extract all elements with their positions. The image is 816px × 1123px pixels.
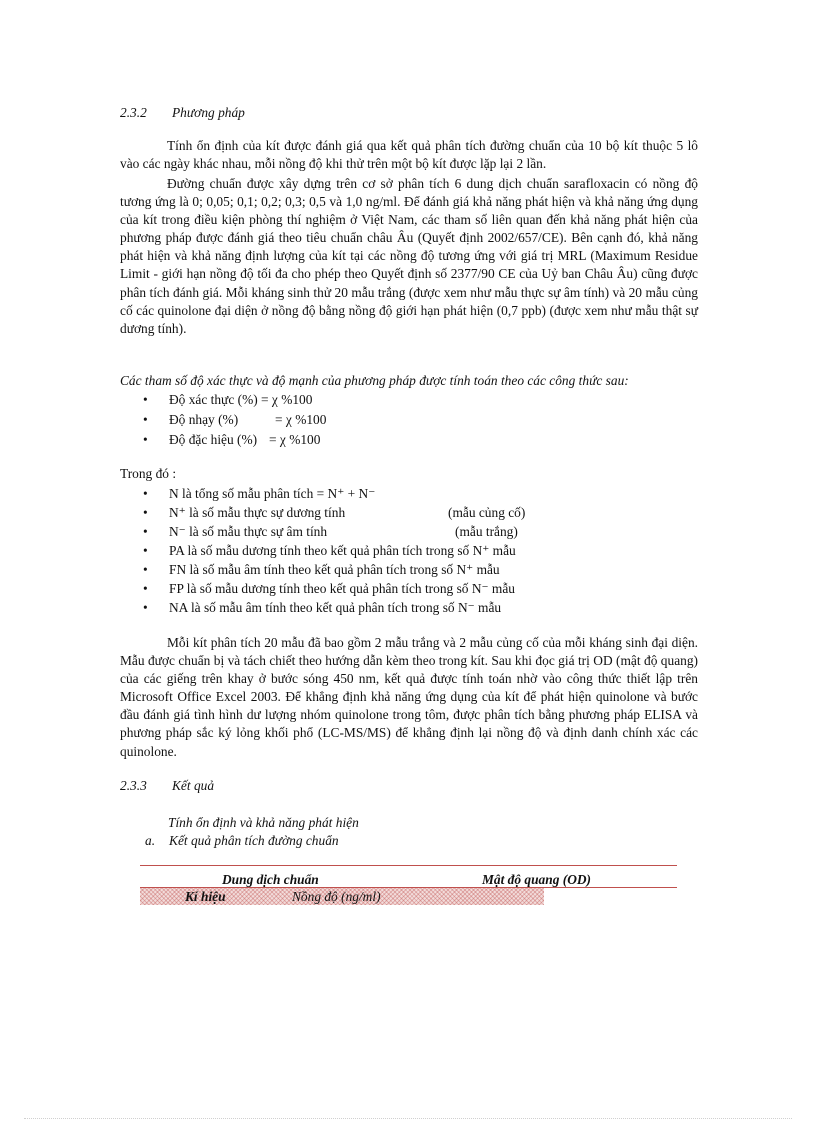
formula-label: Độ đặc hiệu (%) <box>169 432 258 447</box>
formula-intro: Các tham số độ xác thực và độ mạnh của phương pháp được tính toán theo các công thức sau: <box>120 373 629 388</box>
definition-note: (mẫu củng cố) <box>448 505 526 520</box>
definition-text: NA là số mẫu âm tính theo kết quả phân tích trong số N⁻ mẫu <box>169 600 502 615</box>
definition-text: FP là số mẫu dương tính theo kết quả phân tích trong số N⁻ mẫu <box>169 581 515 596</box>
where-label: Trong đó : <box>120 466 177 481</box>
table-subheader-concentration: Nồng độ (ng/ml) <box>292 889 381 904</box>
formula-expression: = χ %100 <box>261 392 313 407</box>
bullet-icon: • <box>143 600 148 615</box>
bullet-icon: • <box>143 392 148 407</box>
bullet-icon: • <box>143 432 148 447</box>
bullet-icon: • <box>143 412 148 427</box>
definition-text: N⁻ là số mẫu thực sự âm tính <box>169 524 328 539</box>
table-header-standard-solution: Dung dịch chuẩn <box>222 872 319 887</box>
paragraph-procedure: Mỗi kít phân tích 20 mẫu đã bao gồm 2 mẫu trắng và 2 mẫu củng cố của mỗi kháng sinh đại diện. Mẫu được chuẩn bị và tách chiết theo hướng dẫn kèm theo trong kít. Sau khi đọc giá trị OD (mật độ quang) của các giếng trên khay ở bước sóng 450 nm, kết quả được tính toán nhờ vào công thức thiết lập trên Microsoft Office Excel 2003. Để khẳng định khả năng ứng dụng của kít để phát hiện quinolone và bước đầu đánh giá tình hình dư lượng nhóm quinolone trong tôm, được phân tích bằng phương pháp ELISA và phương pháp sắc ký lỏng khối phổ (LC-MS/MS) để khẳng định lại nồng độ và định danh chính xác các quinolone. <box>120 635 698 759</box>
bullet-icon: • <box>143 581 148 596</box>
section-heading-2-3-3 <box>120 777 214 795</box>
table-header-optical-density: Mật độ quang (OD) <box>482 872 591 887</box>
section-heading-2-3-2 <box>120 104 245 122</box>
sub-item-marker: a. <box>145 833 156 848</box>
bullet-icon: • <box>143 524 148 539</box>
sub-heading: Tính ổn định và khả năng phát hiện <box>168 815 359 830</box>
paragraph-stability: Tính ổn định của kít được đánh giá qua kết quả phân tích đường chuẩn của 10 bộ kít thuộc 5 lô vào các ngày khác nhau, mỗi nồng độ khi thử trên một bộ kít được lặp lại 2 lần. <box>120 138 698 172</box>
bullet-icon: • <box>143 543 148 558</box>
definition-text: FN là số mẫu âm tính theo kết quả phân tích trong số N⁺ mẫu <box>169 562 500 577</box>
definition-text: N⁺ là số mẫu thực sự dương tính <box>169 505 346 520</box>
formula-expression: = χ %100 <box>275 412 327 427</box>
table-subheader-symbol: Kí hiệu <box>185 889 226 904</box>
definition-text: PA là số mẫu dương tính theo kết quả phân tích trong số N⁺ mẫu <box>169 543 516 558</box>
table-top-rule <box>140 865 677 866</box>
section-title: Kết quả <box>172 778 215 793</box>
formula-label: Độ nhạy (%) <box>169 412 239 427</box>
section-title: Phương pháp <box>172 105 245 120</box>
formula-label: Độ xác thực (%) <box>169 392 258 407</box>
section-number: 2.3.2 <box>120 105 147 120</box>
definition-note: (mẫu trắng) <box>455 524 518 539</box>
bullet-icon: • <box>143 505 148 520</box>
bullet-icon: • <box>143 562 148 577</box>
page-bottom-divider <box>24 1118 792 1119</box>
paragraph-method: Đường chuẩn được xây dựng trên cơ sở phân tích 6 dung dịch chuẩn sarafloxacin có nồng độ tương ứng là 0; 0,05; 0,1; 0,2; 0,3; 0,5 và 1,0 ng/ml. Để đánh giá khả năng phát hiện và khả năng ứng dụng của kít trong điều kiện phòng thí nghiệm ở Việt Nam, các tham số liên quan đến khả năng phát hiện của phương pháp được đánh giá theo tiêu chuẩn châu Âu (Quyết định 2002/657/CE). Bên cạnh đó, khả năng phát hiện và khả năng định lượng của kít tại các nồng độ tương ứng với giá trị MRL (Maximum Residue Limit - giới hạn nồng độ tối đa cho phép theo Quyết định số 2377/90 CE của Uỷ ban Châu Âu) cũng được phân tích đánh giá. Mỗi kháng sinh thử 20 mẫu trắng (được xem như mẫu thực sự âm tính) và 20 mẫu củng cố các quinolone đại diện ở nồng độ bằng nồng độ giới hạn phát hiện (0,7 ppb) (được xem như mẫu thật sự dương tính). <box>120 176 698 336</box>
section-number: 2.3.3 <box>120 778 147 793</box>
sub-item <box>145 832 339 850</box>
sub-item-text: Kết quả phân tích đường chuẩn <box>169 833 339 848</box>
definition-text: N là tổng số mẫu phân tích = N⁺ + N⁻ <box>169 486 376 501</box>
bullet-icon: • <box>143 486 148 501</box>
formula-expression: = χ %100 <box>269 432 321 447</box>
